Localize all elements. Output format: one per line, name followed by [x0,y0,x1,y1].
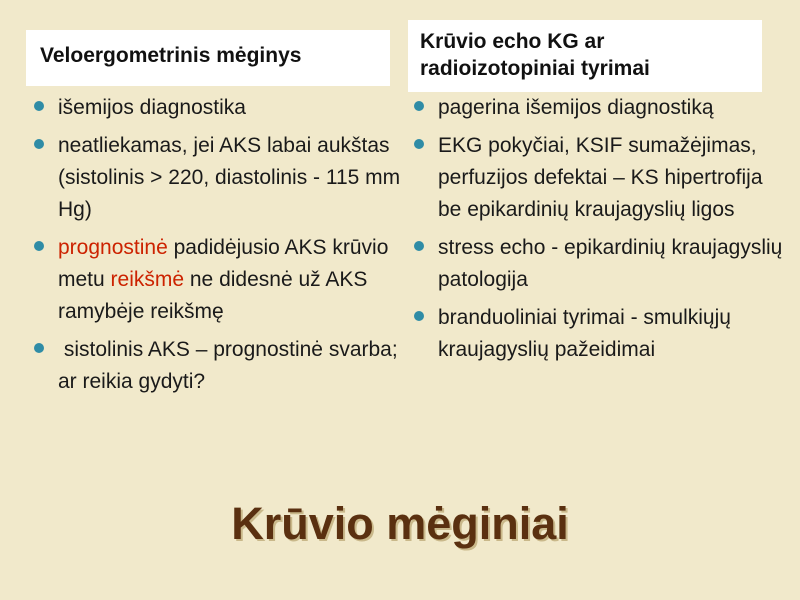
bullet-icon [414,139,424,149]
bullet-icon [34,343,44,353]
bullet-icon [414,241,424,251]
list-item [414,232,784,296]
list-item [34,334,404,398]
right-bullet-list [414,92,784,372]
list-item [414,302,784,366]
list-item [414,92,784,124]
bullet-icon [414,101,424,111]
list-item [34,92,404,124]
list-item-text: stress echo - epikardinių kraujagyslių patologija [438,236,783,291]
list-item [414,130,784,226]
bullet-icon [34,241,44,251]
slide-title: Krūvio mėginiai [231,498,569,549]
right-column-header [408,20,762,92]
left-column-header-text: Veloergometrinis mėginys [40,44,302,67]
right-column-header-line1: Krūvio echo KG ar [420,30,605,53]
left-column-header [26,30,390,86]
list-item-text: pagerina išemijos diagnostiką [438,96,714,119]
list-item-text: EKG pokyčiai, KSIF sumažėjimas, perfuzijos defektai – KS hipertrofija be epikardinių kraujagyslių ligos [438,134,763,221]
list-item-text: išemijos diagnostika [58,96,246,119]
right-column-header-line2: radioizotopiniai tyrimai [420,57,650,80]
bullet-icon [34,139,44,149]
bullet-icon [414,311,424,321]
list-item [34,130,404,226]
list-item-text: branduoliniai tyrimai - smulkiųjų kraujagyslių pažeidimai [438,306,731,361]
list-item [34,232,404,328]
bullet-icon [34,101,44,111]
highlighted-term: reikšmė [110,268,185,291]
list-item-text: padidėjusio AKS krūvio metu [58,236,389,291]
list-item-text: ne didesnė už AKS ramybėje reikšmę [58,268,368,323]
left-bullet-list [34,92,404,404]
highlighted-term: prognostinė [58,236,168,259]
list-item-text: sistolinis AKS – prognostinė svarba; ar reikia gydyti? [58,338,404,393]
list-item-text: neatliekamas, jei AKS labai aukštas (sistolinis > 220, diastolinis - 115 mm Hg) [58,134,401,221]
